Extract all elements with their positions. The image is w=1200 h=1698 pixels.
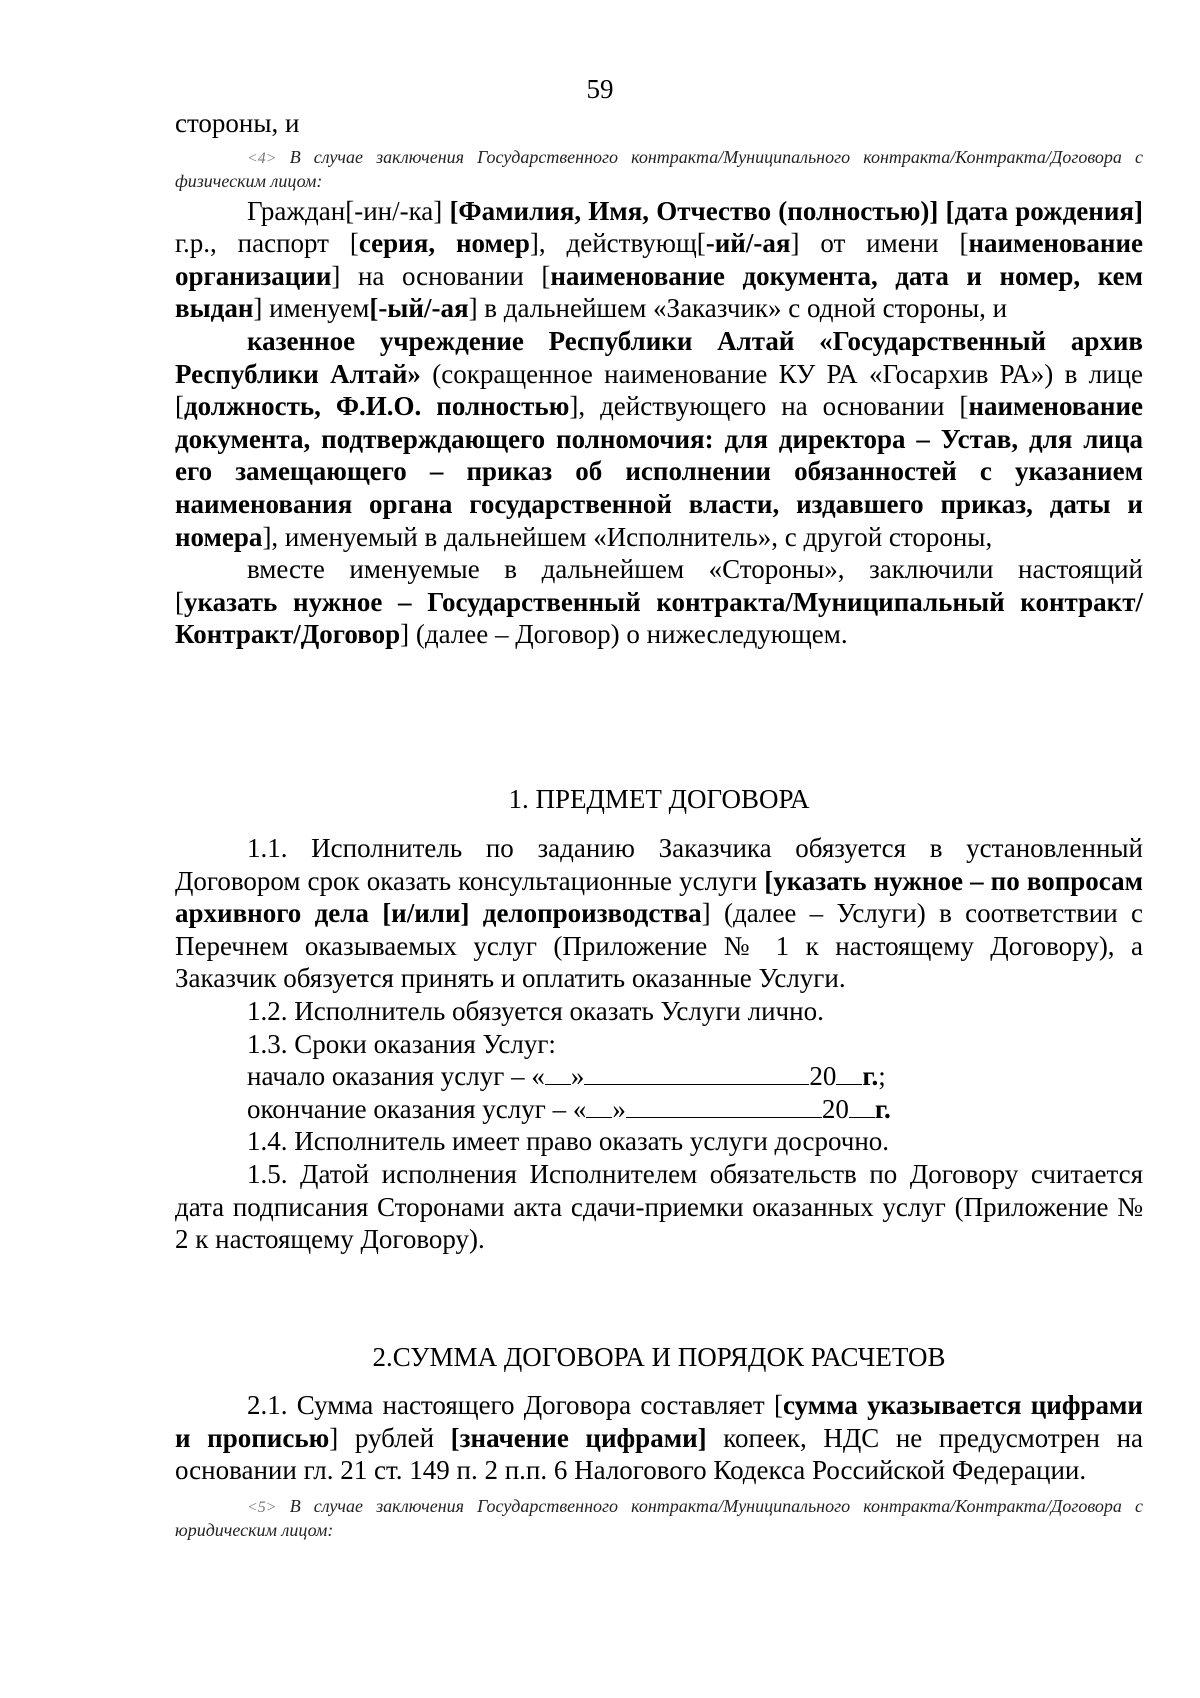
start-year-prefix: 20 (809, 1061, 837, 1092)
text-span: ] (далее – Договор) о нижеследующем. (400, 619, 848, 650)
end-year-blank (849, 1093, 875, 1118)
footnote-5 (175, 1495, 1143, 1542)
footnote-4-tag: <4> (247, 149, 277, 167)
text-span: » (570, 1061, 585, 1092)
text-span: ], именуемый в дальнейшем «Исполнитель», с другой стороны, (262, 521, 993, 552)
text-span: ; (878, 1061, 886, 1092)
section-1-body (175, 832, 1143, 1256)
end-month-blank (626, 1093, 822, 1118)
bold-span: должность, Ф.И.О. полностью (184, 391, 570, 422)
text-span: ], действующего на основании [ (569, 391, 969, 422)
start-month-blank (584, 1060, 809, 1085)
bold-span: указать нужное – Государственный контракта/Муниципальный контракт/Контракт/Договор (175, 586, 1143, 650)
bold-span: [указать нужное – по вопросам архивного дела [и/или] делопроизводства (175, 865, 1143, 929)
paragraph-sides-end: стороны, и (175, 108, 300, 138)
text-span: ] (далее – Услуги) в соответствии с Перечнем оказываемых услуг (Приложение № 1 к настоящему Договору), а Заказчик обязуется принять и оплатить оказанные Услуги. (175, 898, 1143, 994)
text-span: вместе именуемые в дальнейшем «Стороны», заключили настоящий [ (175, 554, 1143, 617)
paragraph-1-2: 1.2. Исполнитель обязуется оказать Услуги лично. (247, 995, 824, 1026)
start-day-blank (545, 1060, 571, 1085)
text-span: ] в дальнейшем «Заказчик» с одной стороны, и (468, 293, 1008, 324)
end-year-prefix: 20 (821, 1093, 849, 1124)
footnote-4 (175, 146, 1143, 193)
paragraph-executor (175, 325, 1143, 553)
text-span: ], действующ[ (529, 228, 706, 259)
end-day-blank (586, 1093, 612, 1118)
text-span: 1.1. Исполнитель по заданию Заказчика обязуется в установленный Договором срок оказать консультационные услуги (175, 833, 1143, 896)
section-1-heading: 1. ПРЕДМЕТ ДОГОВОРА (508, 784, 810, 814)
start-date-line (175, 1060, 1143, 1093)
footnote-4-text: В случае заключения Государственного контракта/Муниципального контракта/Контракта/Договора с физическим лицом: (175, 146, 1144, 191)
paragraph-parties (175, 553, 1143, 651)
bold-span: казенное учреждение Республики Алтай «Государственный архив Республики Алтай» (175, 325, 1143, 389)
section-2-body (175, 1389, 1143, 1542)
bold-span: сумма указывается цифрами и прописью (175, 1390, 1143, 1453)
paragraph-1-3: 1.3. Сроки оказания Услуг: (247, 1028, 556, 1059)
bold-span: [Фамилия, Имя, Отчество (полностью)] [дата рождения] (449, 195, 1143, 226)
end-date-line (175, 1093, 1143, 1126)
start-year-suffix: г. (862, 1061, 879, 1092)
paragraph-1-5: 1.5. Датой исполнения Исполнителем обязательств по Договору считается дата подписания Сторонами акта сдачи-приемки оказанных услуг (Приложение № 2 к настоящему Договору). (175, 1158, 1143, 1255)
text-span: ] именуем (253, 293, 370, 324)
bold-span: [значение цифрами] (450, 1422, 707, 1453)
footnote-5-text: В случае заключения Государственного контракта/Муниципального контракта/Контракта/Договора с юридическим лицом: (175, 1495, 1144, 1540)
paragraph-citizen (175, 195, 1143, 325)
page-number: 59 (586, 74, 614, 104)
text-span: ] рублей (329, 1422, 451, 1453)
text-span: копеек, НДС не предусмотрен на основании гл. 21 ст. 149 п. 2 п.п. 6 Налогового Кодекса Российской Федерации. (175, 1422, 1143, 1486)
start-year-blank (836, 1060, 862, 1085)
bold-span: серия, номер (358, 228, 530, 259)
section-2-heading: 2.СУММА ДОГОВОРА И ПОРЯДОК РАСЧЕТОВ (372, 1342, 946, 1372)
bold-span: наименование организации (175, 228, 1143, 291)
bold-span: [-ый/-ая (369, 293, 469, 324)
text-span: ] на основании [ (331, 260, 551, 291)
text-span: (сокращенное наименование КУ РА «Госархив РА») в лице [ (175, 358, 1144, 422)
end-year-suffix: г. (874, 1093, 891, 1124)
end-date-label: окончание оказания услуг – « (247, 1093, 587, 1124)
footnote-5-tag: <5> (247, 1498, 277, 1516)
text-span: » (612, 1093, 626, 1124)
contract-preamble (175, 107, 1143, 651)
start-date-label: начало оказания услуг – « (247, 1061, 545, 1092)
bold-span: наименование документа, дата и номер, кем выдан (175, 260, 1143, 324)
paragraph-2-1 (175, 1389, 1143, 1487)
text-span: ] от имени [ (790, 228, 969, 259)
text-span: Граждан[-ин/-ка] (247, 195, 450, 226)
bold-span: -ий/-ая (705, 228, 791, 259)
bold-span: наименование документа, подтверждающего полномочия: для директора – Устав, для лица его замещающего – приказ об исполнении обязанностей с указанием наименования органа государственной власти, издавшего приказ, даты и номера (175, 391, 1143, 552)
paragraph-1-4: 1.4. Исполнитель имеет право оказать услуги досрочно. (247, 1126, 890, 1157)
paragraph-1-1 (175, 832, 1143, 995)
text-span: г.р., паспорт [ (175, 228, 359, 259)
text-span: 2.1. Сумма настоящего Договора составляет [ (247, 1390, 783, 1420)
